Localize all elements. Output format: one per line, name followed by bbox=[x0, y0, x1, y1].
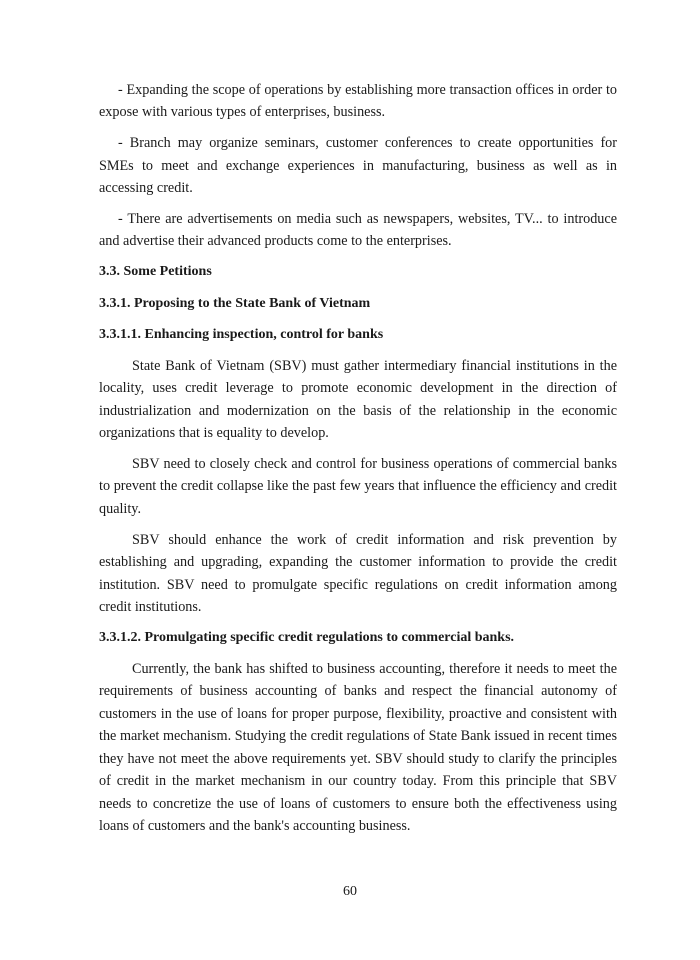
document-body bbox=[99, 79, 617, 846]
bullet-item-seminars: - Branch may organize seminars, customer conferences to create opportunities for SMEs to meet and exchange experiences in manufacturing, business as well as in accessing credit. bbox=[99, 135, 617, 197]
paragraph-sbv-credit-information: SBV should enhance the work of credit information and risk prevention by establishing and upgrading, expanding the customer information to provide the credit institution. SBV need to promulgate specific regulations on credit information among credit institutions. bbox=[99, 531, 617, 615]
bullet-item-expanding-scope: - Expanding the scope of operations by establishing more transaction offices in order to expose with various types of enterprises, business. bbox=[99, 82, 617, 121]
section-heading-3-3-1-2: 3.3.1.2. Promulgating specific credit regulations to commercial banks. bbox=[99, 629, 515, 645]
paragraph-business-accounting: Currently, the bank has shifted to business accounting, therefore it needs to meet the requirements of business accounting of banks and respect the financial autonomy of customers in the use of loans for proper purpose, flexibility, proactive and consistent with the market mechanism. Studying the credit regulations of State Bank issued in recent times they have not meet the above requirements yet. SBV should study to clarify the principles of credit in the market mechanism in our country today. From this principle that SBV needs to concretize the use of loans of customers to ensure both the effectiveness using loans of customers and the bank's accounting business. bbox=[99, 661, 617, 834]
page-number: 60 bbox=[343, 884, 357, 899]
paragraph-sbv-gather: State Bank of Vietnam (SBV) must gather intermediary financial institutions in the locality, uses credit leverage to promote economic development in the direction of industrialization and modernization on the basis of the relationship in the economic organizations that is equality to develop. bbox=[99, 357, 617, 442]
section-heading-3-3-1-1: 3.3.1.1. Enhancing inspection, control for banks bbox=[99, 326, 384, 342]
section-heading-3-3: 3.3. Some Petitions bbox=[99, 264, 212, 280]
paragraph-sbv-check-control: SBV need to closely check and control for business operations of commercial banks to prevent the credit collapse like the past few years that influence the efficiency and credit quality. bbox=[99, 456, 617, 517]
bullet-item-advertisements: - There are advertisements on media such as newspapers, websites, TV... to introduce and advertise their advanced products come to the enterprises. bbox=[99, 211, 617, 250]
section-heading-3-3-1: 3.3.1. Proposing to the State Bank of Vietnam bbox=[99, 295, 371, 311]
